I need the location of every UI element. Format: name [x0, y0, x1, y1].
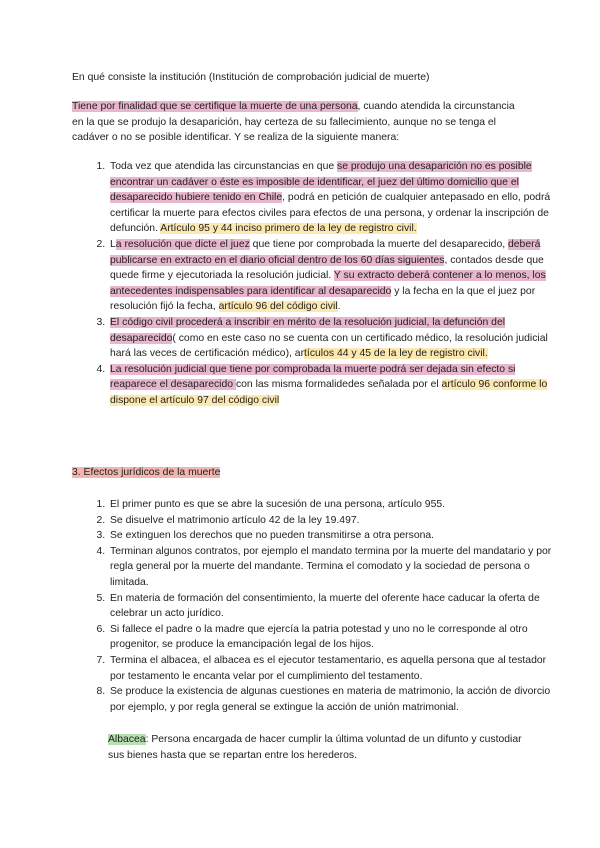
item-reference: artículo 96 del código civil — [218, 301, 338, 313]
item-text: Toda vez que atendida las circunstancias en que — [110, 161, 338, 172]
item-highlight: La resolución judicial que tiene por comprobada la muerte podrá ser dejada sin efecto si reaparece el desaparecido — [110, 363, 516, 391]
list-item — [108, 237, 560, 315]
item-highlight: deberá publicarse en extracto en el diario oficial dentro de los 60 días siguientes — [110, 238, 541, 266]
effects-list — [72, 497, 560, 715]
intro-heading: En qué consiste la institución (Institución de comprobación judicial de muerte) — [72, 72, 430, 83]
list-item — [108, 315, 560, 362]
item-text: ( como en este caso no se cuenta con un certificado médico, la resolución judicial hará las veces de certificación médico), ar — [110, 332, 548, 360]
item-text: L — [110, 238, 116, 250]
item-text: con las misma formalidedes señalada por el — [235, 379, 442, 391]
item-highlight: El código civil procederá a inscribir en mérito de la resolución judicial, la defunción del desaparecido — [110, 316, 506, 344]
item-highlight: se produjo una desaparición no es posible encontrar un cadáver o éste es imposible de identificar, el juez del último domicilio que el desaparecido hubiere tenido en Chile — [110, 161, 532, 204]
list-item — [108, 159, 560, 237]
albacea-text: : Persona encargada de hacer cumplir la última voluntad de un difunto y custodiar sus bienes hasta que se repartan entre los herederos. — [108, 734, 522, 761]
item-text: , contados desde que quede firme y ejecutoriada la resolución judicial. — [110, 254, 544, 282]
intro-paragraph — [72, 99, 522, 146]
list-item: 7. Termina el albacea, el albacea es el ejecutor testamentario, es aquella persona que al testador por testamento le encanta velar por el cumplimiento del testamento. — [108, 653, 560, 684]
item-text: que tiene por comprobada la muerte del desaparecido, — [249, 238, 508, 250]
item-text: . — [337, 301, 341, 313]
item-text: y la fecha en la que el juez por resolución fijó la fecha, — [110, 285, 536, 313]
intro-text: , cuando atendida la circunstancia en la que se produjo la desaparición, hay certeza de su fallecimiento, aunque no se tenga el cadáver o no se posible identificar. Y se realiza de la siguiente manera: — [72, 101, 515, 144]
item-highlight: a resolución que dicte el juez — [115, 238, 250, 250]
section3-title-wrap — [72, 465, 522, 481]
list-item: 3. Se extinguen los derechos que no pueden transmitirse a otra persona. — [108, 528, 560, 544]
item-highlight: Y su extracto deberá contener a lo menos, los antecedentes indispensables para identificar al desaparecido — [110, 270, 546, 297]
albacea-definition — [108, 732, 522, 763]
intro-highlight: Tiene por finalidad que se certifique la muerte de una persona — [72, 101, 358, 112]
item-reference: tículos 44 y 45 de la ley de registro civil. — [304, 348, 488, 360]
list-item: 4. Terminan algunos contratos, por ejemplo el mandato termina por la muerte del mandatario y por regla general por la muerte del mandante. Termina el comodato y la sociedad de persona o limitada. — [108, 544, 560, 591]
item-text: , podrá en petición de cualquier antepasado en ello, podrá certificar la muerte para efectos civiles para efectos de una persona, y ordenar la inscripción de defunción. — [110, 192, 551, 235]
item-reference: Artículo 95 y 44 inciso primero de la ley de registro civil. — [160, 223, 417, 235]
list-item: 1. El primer punto es que se abre la sucesión de una persona, artículo 955. — [108, 497, 560, 513]
item-reference: artículo 96 conforme lo dispone el artículo 97 del código civil — [110, 379, 548, 406]
section3-title: 3. Efectos jurídicos de la muerte — [72, 467, 221, 478]
procedure-list — [72, 159, 560, 409]
list-item: 6. Si fallece el padre o la madre que ejercía la patria potestad y uno no le corresponde al otro progenitor, se produce la emancipación legal de los hijos. — [108, 622, 560, 653]
list-item — [108, 362, 560, 409]
list-item: 5. En materia de formación del consentimiento, la muerte del oferente hace caducar la oferta de celebrar un acto jurídico. — [108, 591, 560, 622]
list-item: 2. Se disuelve el matrimonio artículo 42 de la ley 19.497. — [108, 513, 560, 529]
albacea-term: Albacea — [108, 734, 146, 745]
list-item: 8. Se produce la existencia de algunas cuestiones en materia de matrimonio, la acción de divorcio por ejemplo, y por regla general se extingue la acción de unión matrimonial. — [108, 684, 560, 715]
